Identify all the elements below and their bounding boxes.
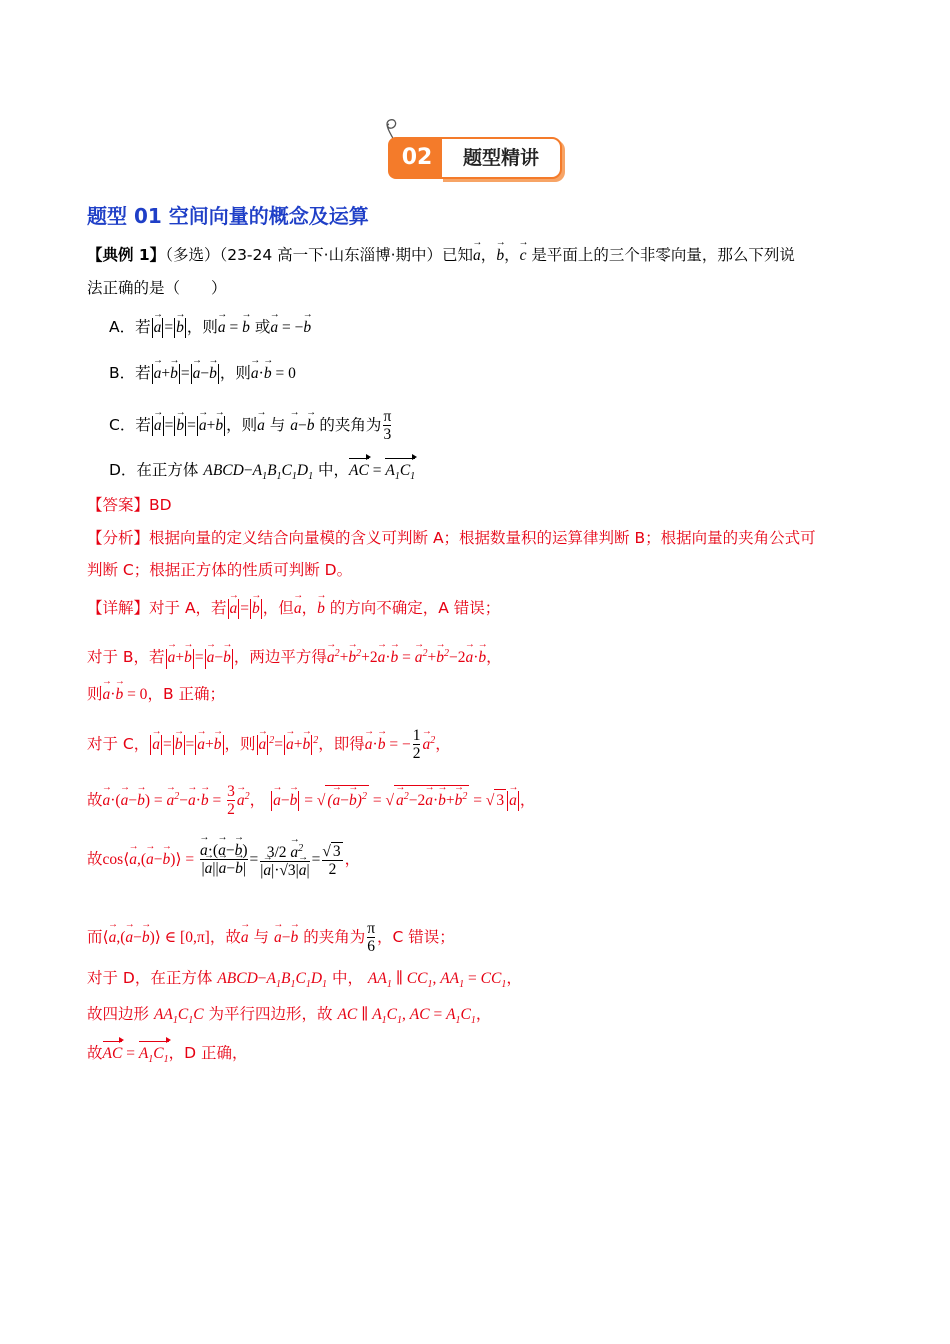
question-stem-line1: 【典例 1】（多选）（23-24 高一下·山东淄博·期中）已知→ a，→ b，→ c 是平面上的三个非零向量，那么下列说 [87, 244, 795, 267]
detail-b-line2: 则→ a·→ b = 0，B 正确； [87, 683, 225, 706]
detail-b-line1: 对于 B，若→ a+→ b =→ a−→ b ，两边平方得→ $a^2+\to b^2+2\to a\cdot\to b$ = → $a^2+\to b^2-2\to a\cdot\to b$， [87, 643, 502, 669]
option-c: C．若→ a =→ b =→ a+→ b ，则→ a 与 → a−→ b 的夹角为 $\frac{\pi}{3}$ [109, 408, 393, 443]
analysis-line1: 【分析】根据向量的定义结合向量模的含义可判断 A；根据数量积的运算律判断 B；根据向量的夹角公式可 [87, 529, 816, 547]
section-title: 题型 01 空间向量的概念及运算 [87, 204, 369, 228]
example-tag: 【典例 1】 [87, 246, 166, 264]
detail-c-line4: 而⟨→ a,(→ a−→ b)⟩ ∈ [0,π]，故→ a 与 → a−→ b 的夹角为 $\frac{\pi}{6}$ ，C 错误； [87, 920, 455, 955]
option-d: D．在正方体 $ABCD-A_1B_1C_1D_1$ 中，AC = $A_1C_1$ [109, 458, 415, 488]
section-badge [388, 135, 564, 181]
option-a: A．若→ a =→ b ，则→ a = → b 或→ a = −→ b [109, 316, 311, 339]
detail-d-line2: 故四边形 $AA_1C_1C$ 为平行四边形，故 AC ∥ $A_1C_1$, AC = $A_1C_1$， [87, 1005, 492, 1027]
detail-d-line1: 对于 D，在正方体 $ABCD-A_1B_1C_1D_1$ 中， $AA_1$ ∥ $CC_1$, $AA_1 = CC_1$， [87, 969, 522, 991]
detail-a: 【详解】对于 A，若→ a =→ b ，但→ a，→ b 的方向不确定，A 错误； [87, 597, 500, 620]
detail-c-line1: 对于 C，→ a =→ b =→ a+→ b ，则→ a $^2$=→ a+→ b $^2$，即得→ a·→ b = − $\frac{1}{2}$ → $a^2$， [87, 727, 451, 762]
detail-c-line2: 故→ a·(→ a−→ b) = → $a^2-\to a\cdot\to b$ = $\frac{3}{2}$ → $a^2$， → a−→ b = √ (→ a−→ b)$^2$ = √→ $a^2-2\to a\cdot\to b+\to b^2$ = √ 3→ a ， [87, 783, 535, 818]
answer-line: 【答案】BD [87, 496, 172, 514]
detail-d-line3: 故AC = $A_1C_1$，D 正确， [87, 1041, 248, 1071]
badge-title: 题型精讲 [440, 137, 562, 179]
detail-c-line3: 故cos⟨→ a,(→ a−→ b)⟩ = → $\frac{a\cdot(\to a-\to b)}{|\to a||\to a-\to b|}$ = $\frac{3/2 \to a^2}{|\to a|\cdot√3|\to a|}$ = $\frac{√ 3}{2}$ ， [87, 840, 360, 879]
question-stem-line2: 法正确的是（ ） [87, 279, 227, 297]
analysis-line2: 判断 C；根据正方体的性质可判断 D。 [87, 561, 353, 579]
option-b: B．若→ a+→ b =→ a−→ b ，则→ a·→ b = 0 [109, 362, 296, 385]
badge-number: 02 [388, 137, 446, 179]
